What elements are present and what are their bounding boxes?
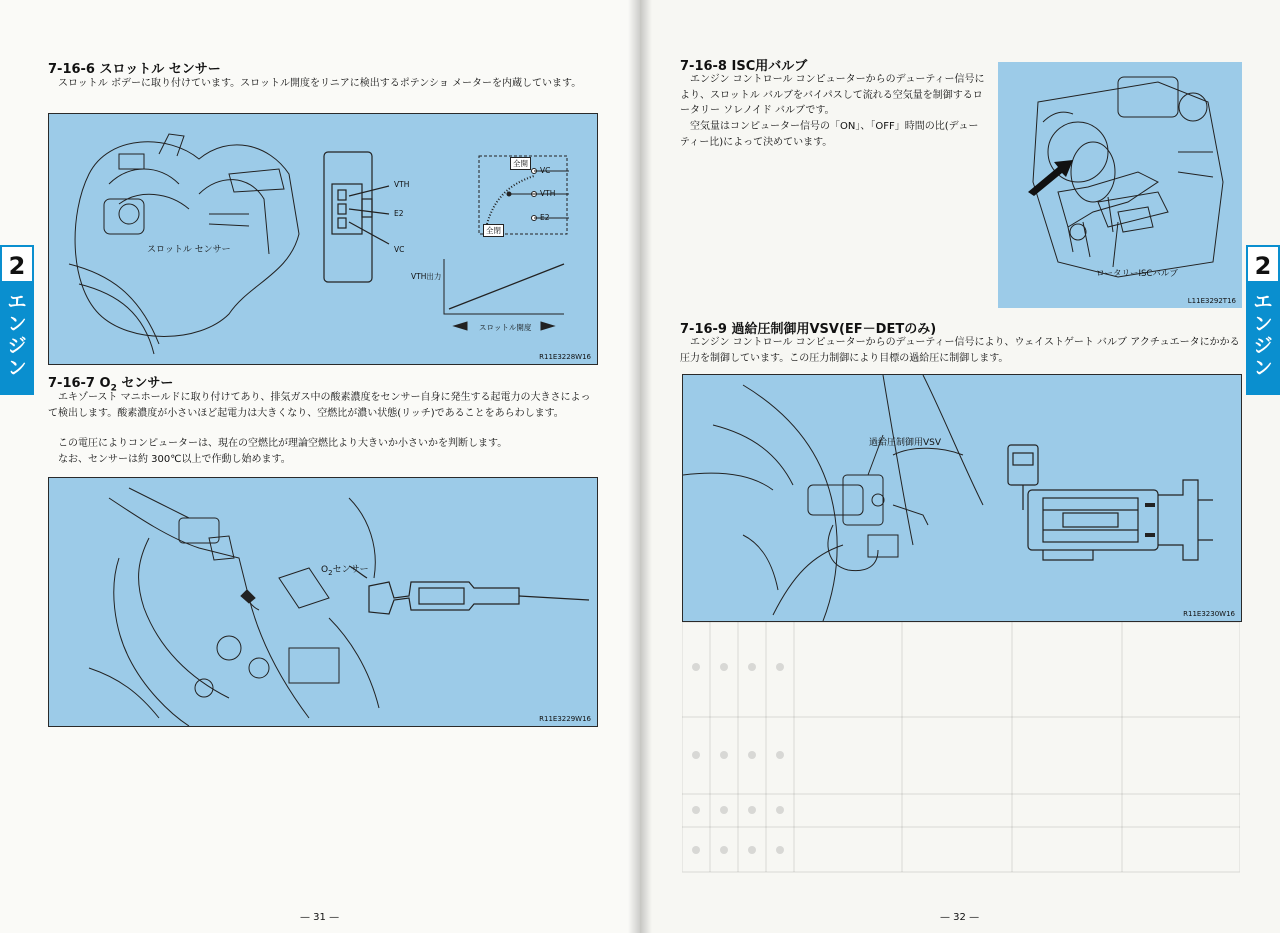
page-number: — 31 — [300,912,340,923]
chapter-label-char: エ [1253,291,1273,313]
page-gutter-shadow [640,0,652,933]
circuit-full-open-label: 全開 [510,157,531,170]
o2-heading-prefix: 7-16-7 O [48,376,111,391]
o2-sensor-figure [48,477,598,727]
o2-sensor-temperature-note: なお、センサーは約 300℃以上で作動し始めます。 [58,454,291,465]
chapter-tab-right [1246,245,1280,395]
right-page [640,0,1280,933]
vsv-callout: 過給圧制御用VSV [869,438,942,448]
vsv-description: エンジン コントロール コンピューターからのデューティー信号により、ウェイストゲート バルブ アクチュエータにかかる圧力を制御しています。この圧力制御により目標の過給圧に制御します。 [680,337,1240,364]
chapter-label-char: ン [1253,357,1273,379]
o2-sensor-callout [321,562,369,577]
chapter-label-char: ン [1253,313,1273,335]
vsv-heading: 7-16-9 過給圧制御用VSV(EF－DETのみ) [680,322,937,337]
exhaust-manifold-illustration [49,478,597,726]
o2-heading-suffix: センサー [116,376,174,391]
throttle-sensor-heading: 7-16-6 スロットル センサー [48,62,221,77]
chapter-label [1246,291,1280,379]
circuit-e2-label: E2 [540,213,550,222]
isc-valve-duty-text: 空気量はコンピューター信号の「ON」、「OFF」時間の比(デューティー比)によって決めています。 [680,121,979,148]
circuit-vth-label: VTH [540,189,556,198]
chapter-tab-left [0,245,34,395]
o2-sensor-judgement-text: この電圧によりコンピューターは、現在の空燃比が理論空燃比より大きいか小さいかを判断します。 [58,438,508,449]
o2-callout-subscript: 2 [328,568,333,577]
vsv-illustration [683,375,1241,621]
o2-callout-prefix: O [321,565,329,575]
isc-valve-description: エンジン コントロール コンピューターからのデューティー信号により、スロットル バルブをバイパスして流れる空気量を制御するロータリー ソレノイド バルブです。 [680,74,985,116]
isc-valve-callout: ロータリーISCバルブ [1096,269,1178,279]
bleed-through-table [682,622,1240,892]
chapter-label-char: ジ [7,335,27,357]
o2-callout-suffix: センサー [332,565,369,575]
o2-heading-subscript: 2 [110,383,117,394]
chapter-label-char: ン [7,313,27,335]
figure-code: R11E3230W16 [1183,610,1235,618]
throttle-sensor-description: スロットル ボデーに取り付けています。スロットル開度をリニアに検出するポテンショ メーターを内蔵しています。 [58,78,582,89]
figure-code: R11E3228W16 [539,353,591,361]
page-gutter-shadow [628,0,640,933]
circuit-full-closed-label: 全閉 [483,224,504,237]
chapter-number: 2 [1246,245,1280,283]
figure-code: R11E3229W16 [539,715,591,723]
isc-valve-heading: 7-16-8 ISC用バルブ [680,59,808,74]
chapter-label-char: ン [7,357,27,379]
connector-pin-vc: VC [394,245,405,254]
throttle-sensor-callout: スロットル センサー [147,245,231,255]
graph-y-label: VTH出力 [411,272,442,281]
connector-pin-e2: E2 [394,209,404,218]
circuit-vc-label: VC [540,166,551,175]
connector-pin-vth: VTH [394,180,410,189]
chapter-label-char: エ [7,291,27,313]
chapter-label [0,291,34,379]
o2-sensor-description: エキゾースト マニホールドに取り付けてあり、排気ガス中の酸素濃度をセンサー自身に発生する起電力の大きさによって検出します。酸素濃度が小さいほど起電力は大きくなり、空燃比が濃い状態(リッチ)であることをあらわします。 [48,392,591,419]
throttle-sensor-figure [48,113,598,365]
vsv-figure [682,374,1242,622]
chapter-number: 2 [0,245,34,283]
chapter-label-char: ジ [1253,335,1273,357]
isc-valve-figure [998,62,1242,308]
figure-code: L11E3292T16 [1187,297,1236,305]
page-number: — 32 — [940,912,980,923]
graph-x-label: スロットル開度 [479,323,532,332]
